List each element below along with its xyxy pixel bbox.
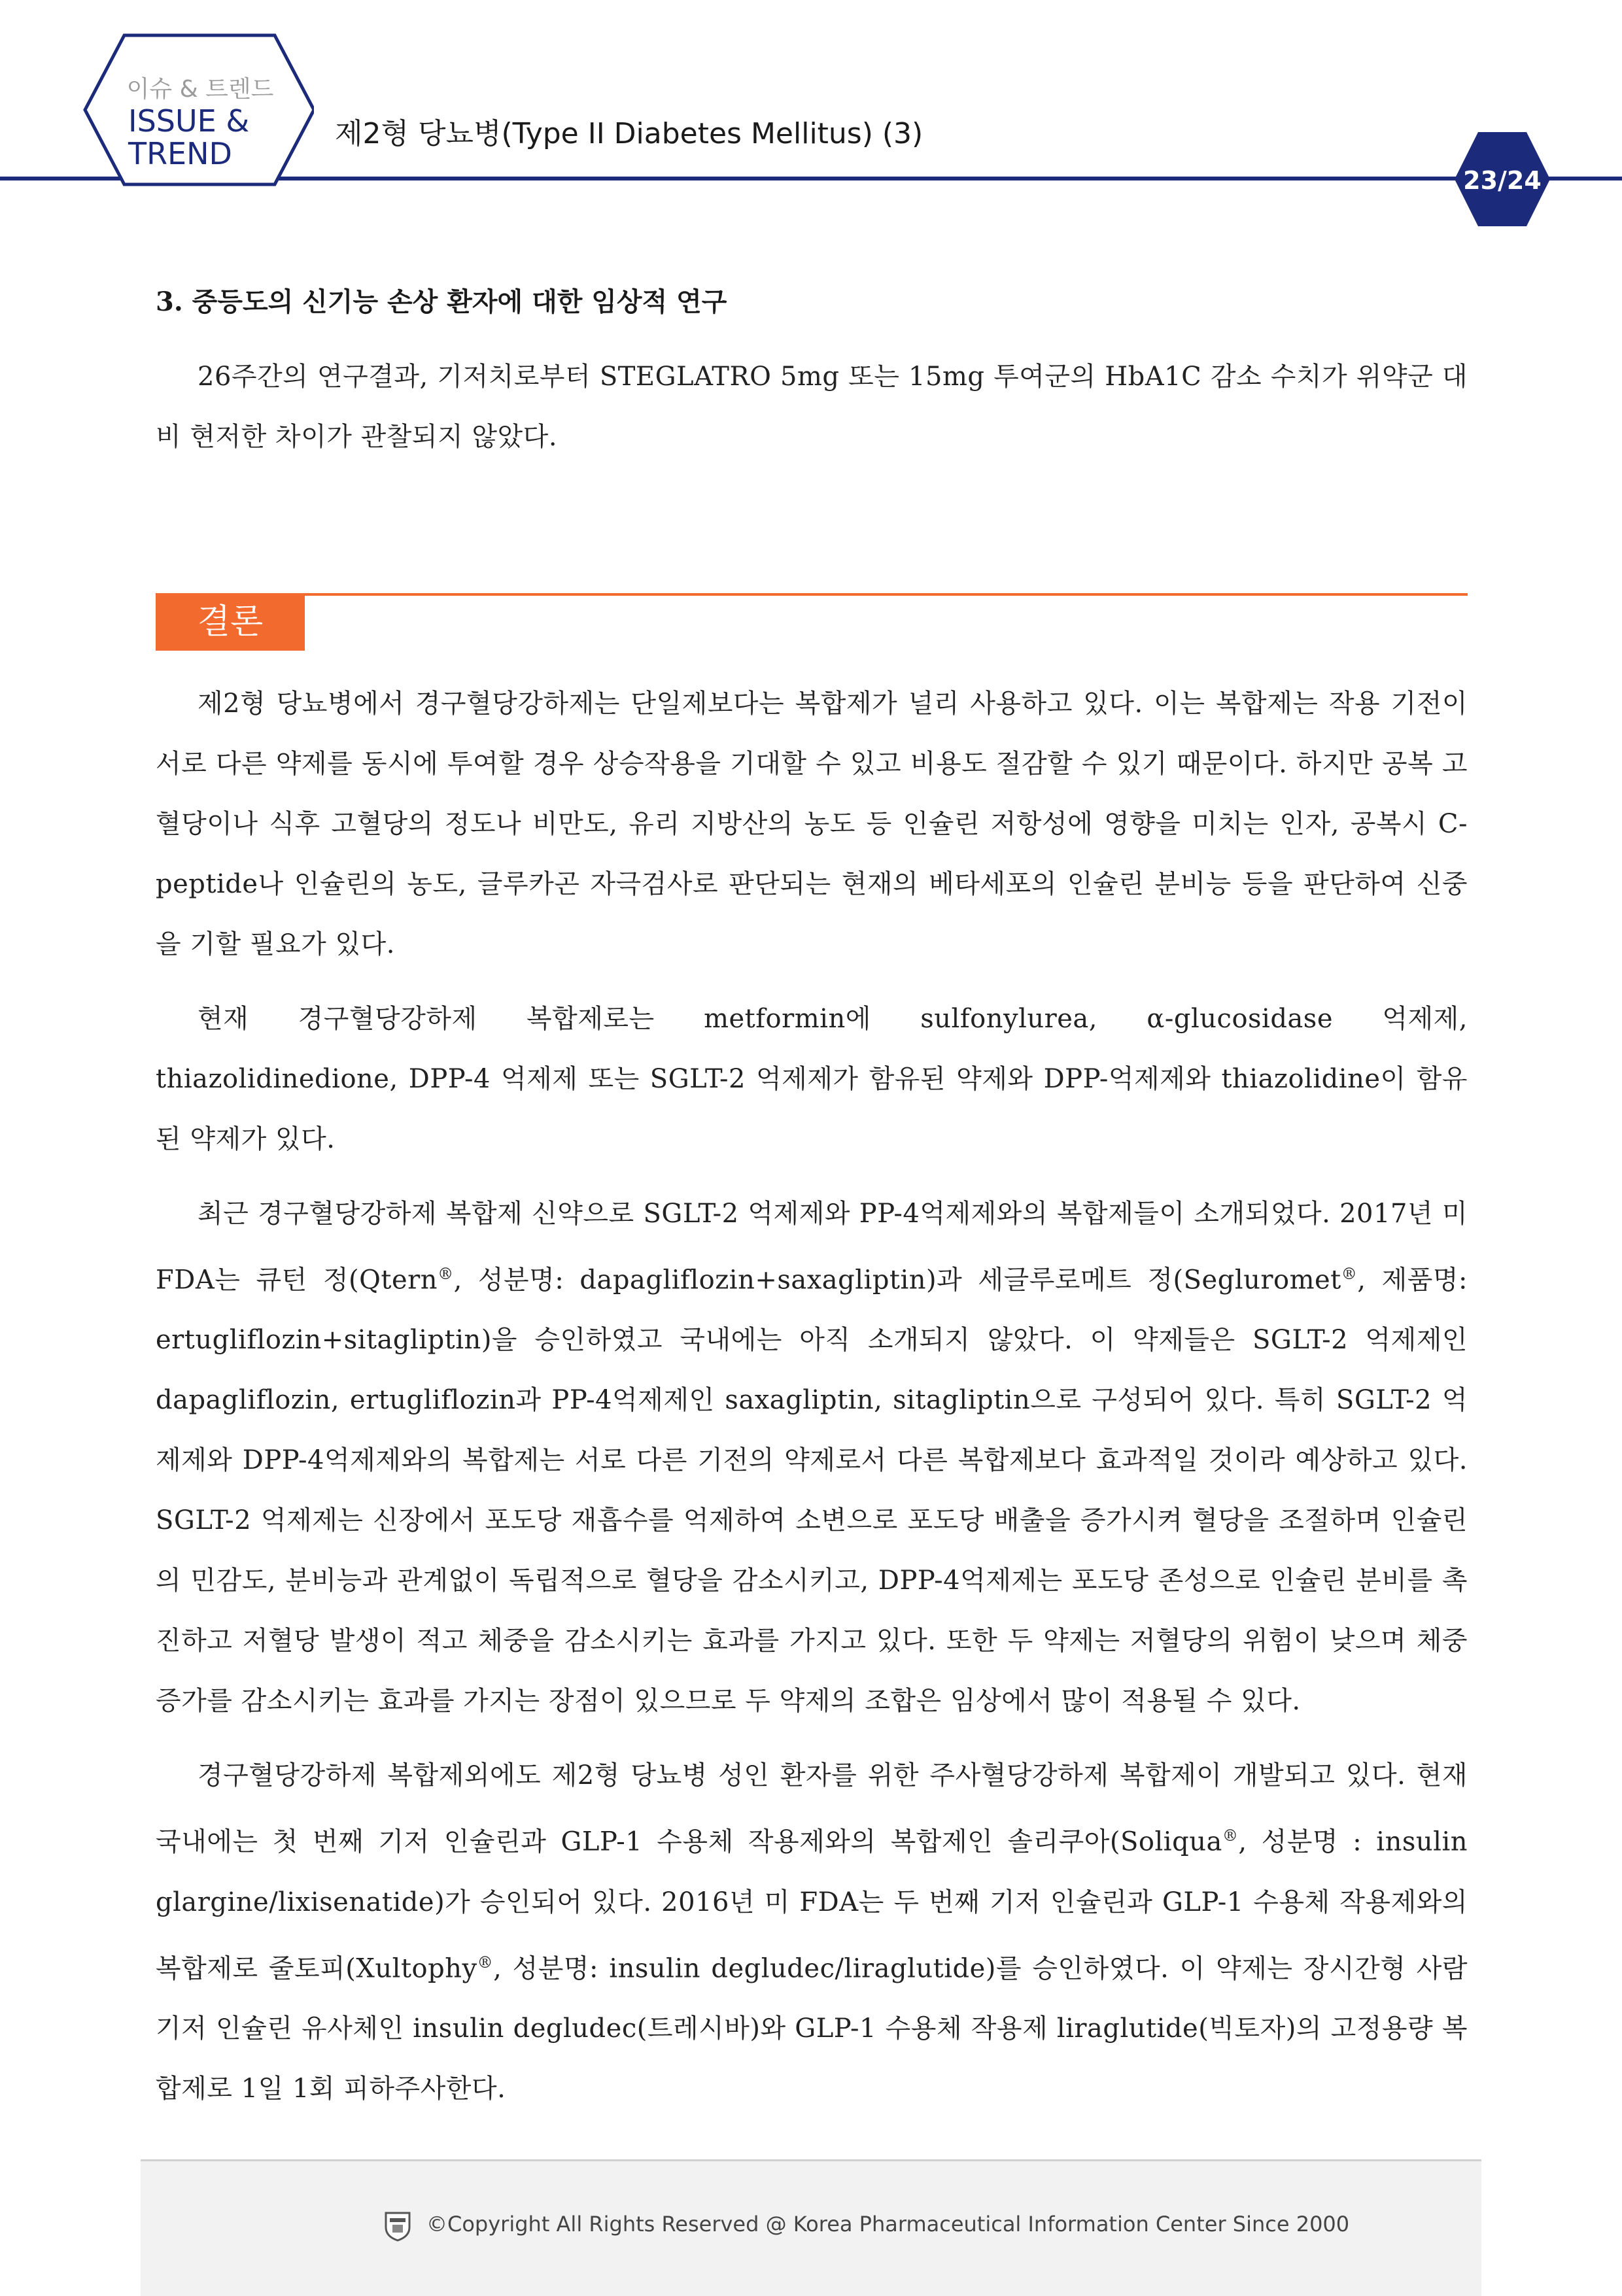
logo-line-2: TREND [128,136,232,171]
conclusion-paragraph-1: 제2형 당뇨병에서 경구혈당강하제는 단일제보다는 복합제가 널리 사용하고 있다. 이는 복합제는 작용 기전이 서로 다른 약제를 동시에 투여할 경우 상승작용을 기대할 수 있고 비용도 절감할 수 있기 때문이다. 하지만 공복 고혈당이나 식후 고혈당의 정도나 비만도, 유리 지방산의 농도 등 인슐린 저항성에 영향을 미치는 인자, 공복시 C-peptide나 인슐린의 농도, 글루카곤 자극검사로 판단되는 현재의 베타세포의 인슐린 분비능 등을 판단하여 신중을 기할 필요가 있다. [156,689,1468,959]
p3-part-c: , 제품명: ertugliflozin+sitagliptin)을 승인하였고 국내에는 아직 소개되지 않았다. 이 약제들은 SGLT-2 억제제인 dapagliflozin, ertugliflozin과 PP-4억제제인 saxagliptin, sitagliptin으로 구성되어 있다. 특히 SGLT-2 억제제와 DPP-4억제제와의 복합제는 서로 다른 기전의 약제로서 다른 복합제보다 효과적일 것이라 예상하고 있다. SGLT-2 억제제는 신장에서 포도당 재흡수를 억제하여 소변으로 포도당 배출을 증가시켜 혈당을 조절하며 인슐린의 민감도, 분비능과 관계없이 독립적으로 혈당을 감소시키고, DPP-4억제제는 포도당 존성으로 인슐린 분비를 촉진하고 저혈당 발생이 적고 체중을 감소시키는 효과를 가지고 있다. 또한 두 약제는 저혈당의 위험이 낮으며 체중 증가를 감소시키는 효과를 가지는 장점이 있으므로 두 약제의 조합은 임상에서 많이 적용될 수 있다. [156,1265,1468,1717]
registered-mark: ® [477,1953,494,1972]
registered-mark: ® [1341,1265,1358,1283]
logo-korean-label: 이슈 & 트렌드 [126,76,274,103]
conclusion-rule [156,593,1468,596]
p3-part-a: 최근 경구혈당강하제 복합제 신약으로 SGLT-2 억제제와 PP-4억제제와의 복합제들이 소개되었다. 2017년 미 FDA는 큐턴 정(Qtern [156,1199,1468,1295]
logo-english-label [128,105,285,170]
conclusion-paragraph-4 [156,1745,1468,2119]
section-heading: 3. 중등도의 신기능 손상 환자에 대한 임상적 연구 [156,286,727,317]
p4-part-c: , 성분명: insulin degludec/liraglutide)를 승인하였다. 이 약제는 장시간형 사람 기저 인슐린 유사체인 insulin degludec(트레시바)와 GLP-1 수용체 작용제 liraglutide(빅토자)의 고정용량 복합제로 1일 1회 피하주사한다. [156,1953,1468,2104]
page-number: 23/24 [1463,166,1542,195]
conclusion-paragraph-2: 현재 경구혈당강하제 복합제로는 metformin에 sulfonylurea, α-glucosidase 억제제, thiazolidinedione, DPP-4 억제제 또는 SGLT-2 억제제가 함유된 약제와 DPP-억제제와 thiazolidine이 함유된 약제가 있다. [156,1004,1468,1154]
p3-part-b: , 성분명: dapagliflozin+saxagliptin)과 세글루로메트 정(Segluromet [453,1265,1341,1295]
section3-paragraph: 26주간의 연구결과, 기저치로부터 STEGLATRO 5mg 또는 15mg 투여군의 HbA1C 감소 수치가 위약군 대비 현저한 차이가 관찰되지 않았다. [156,362,1468,452]
registered-mark: ® [438,1265,454,1283]
footer-copyright: ©Copyright All Rights Reserved @ Korea Pharmaceutical Information Center Since 2000 [426,2212,1350,2236]
registered-mark: ® [1222,1826,1239,1845]
conclusion-title: 결론 [156,593,305,651]
conclusion-body [156,674,1468,2119]
p4-part-b: , 성분명 : insulin glargine/lixisenatide)가 승인되어 있다. 2016년 미 FDA는 두 번째 기저 인슐린과 GLP-1 수용체 작용제와의 복합제로 줄토피(Xultophy [156,1826,1468,1983]
conclusion-paragraph-3 [156,1184,1468,1731]
logo-line-1: ISSUE & [128,103,250,139]
p4-part-a: 경구혈당강하제 복합제외에도 제2형 당뇨병 성인 환자를 위한 주사혈당강하제 복합제이 개발되고 있다. 현재 국내에는 첫 번째 기저 인슐린과 GLP-1 수용체 작용제와의 복합제인 솔리쿠아(Soliqua [156,1760,1468,1857]
section3-body [156,347,1468,467]
document-title: 제2형 당뇨병(Type II Diabetes Mellitus) (3) [335,117,923,150]
shield-logo-icon [383,2210,412,2242]
